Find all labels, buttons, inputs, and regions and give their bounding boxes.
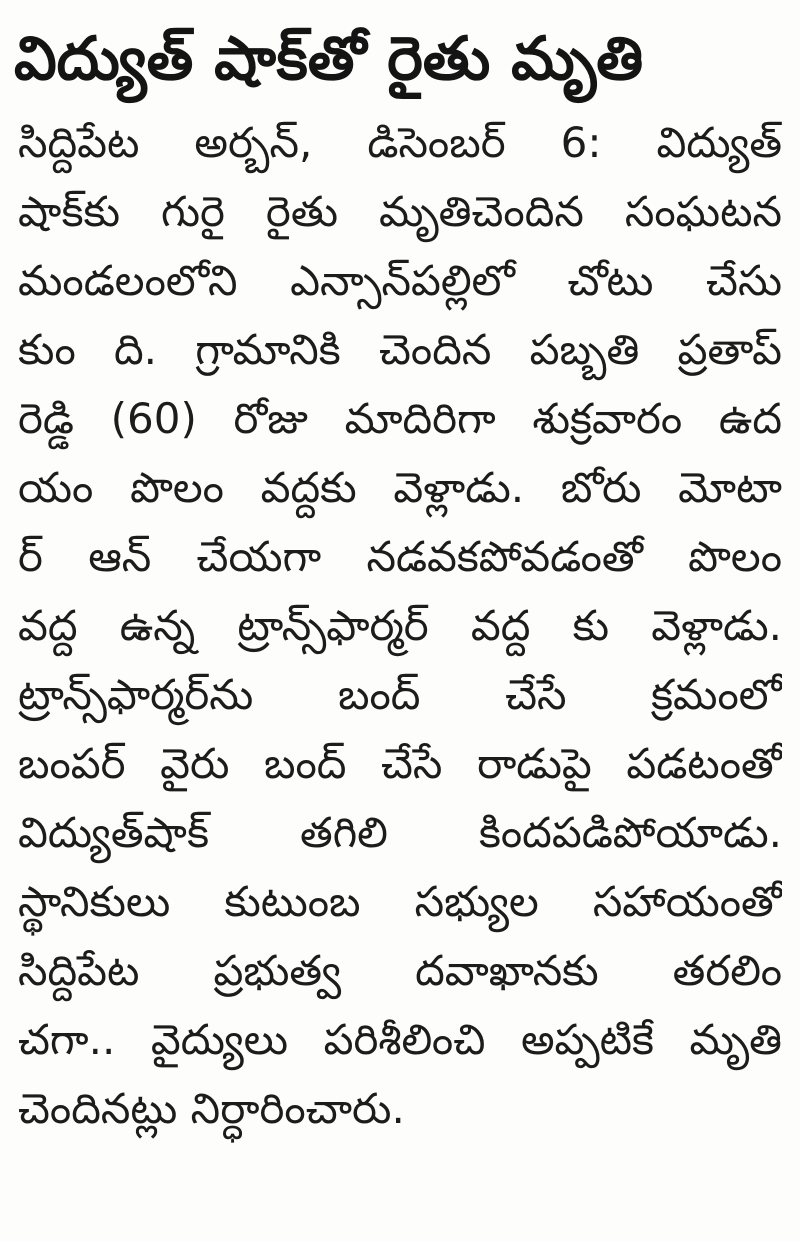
article-line: యం పొలం వద్దకు వెళ్లాడు. బోరు మోటా: [18, 463, 782, 512]
article-line: రెడ్డి (60) రోజు మాదిరిగా శుక్రవారం ఉద: [18, 394, 782, 443]
article-line: సిద్దిపేట ప్రభుత్వ దవాఖానకు తరలిం: [18, 946, 782, 995]
article-line: కుం ది. గ్రామానికి చెందిన పబ్బతి ప్రతాప్: [18, 325, 782, 374]
article-line: విద్యుత్‌షాక్ తగిలి కిందపడిపోయాడు.: [18, 808, 782, 857]
article-line: చగా.. వైద్యులు పరిశీలించి అప్పటికే మృతి: [18, 1015, 782, 1064]
article-line: ట్రాన్స్‌ఫార్మర్‌ను బంద్ చేసే క్రమంలో: [18, 670, 782, 719]
article-line: ర్ ఆన్ చేయగా నడవకపోవడంతో పొలం: [18, 532, 782, 581]
article-line: మండలంలోని ఎన్సాన్‌పల్లిలో చోటు చేసు: [18, 256, 782, 305]
article-line: షాక్‌కు గురై రైతు మృతిచెందిన సంఘటన: [18, 187, 782, 236]
article-line: సిద్దిపేట అర్బన్, డిసెంబర్ 6: విద్యుత్: [18, 118, 782, 167]
article-line-last: చెందినట్లు నిర్ధారించారు.: [18, 1084, 405, 1133]
article-line: బంపర్ వైరు బంద్ చేసే రాడుపై పడటంతో: [18, 739, 782, 788]
article-body: [18, 108, 782, 1143]
article-line: వద్ద ఉన్న ట్రాన్స్‌ఫార్మర్ వద్ద కు వెళ్లాడు.: [18, 601, 782, 650]
headline: విద్యుత్ షాక్‌తో రైతు మృతి: [14, 24, 644, 94]
article-line: స్థానికులు కుటుంబ సభ్యుల సహాయంతో: [18, 877, 782, 926]
